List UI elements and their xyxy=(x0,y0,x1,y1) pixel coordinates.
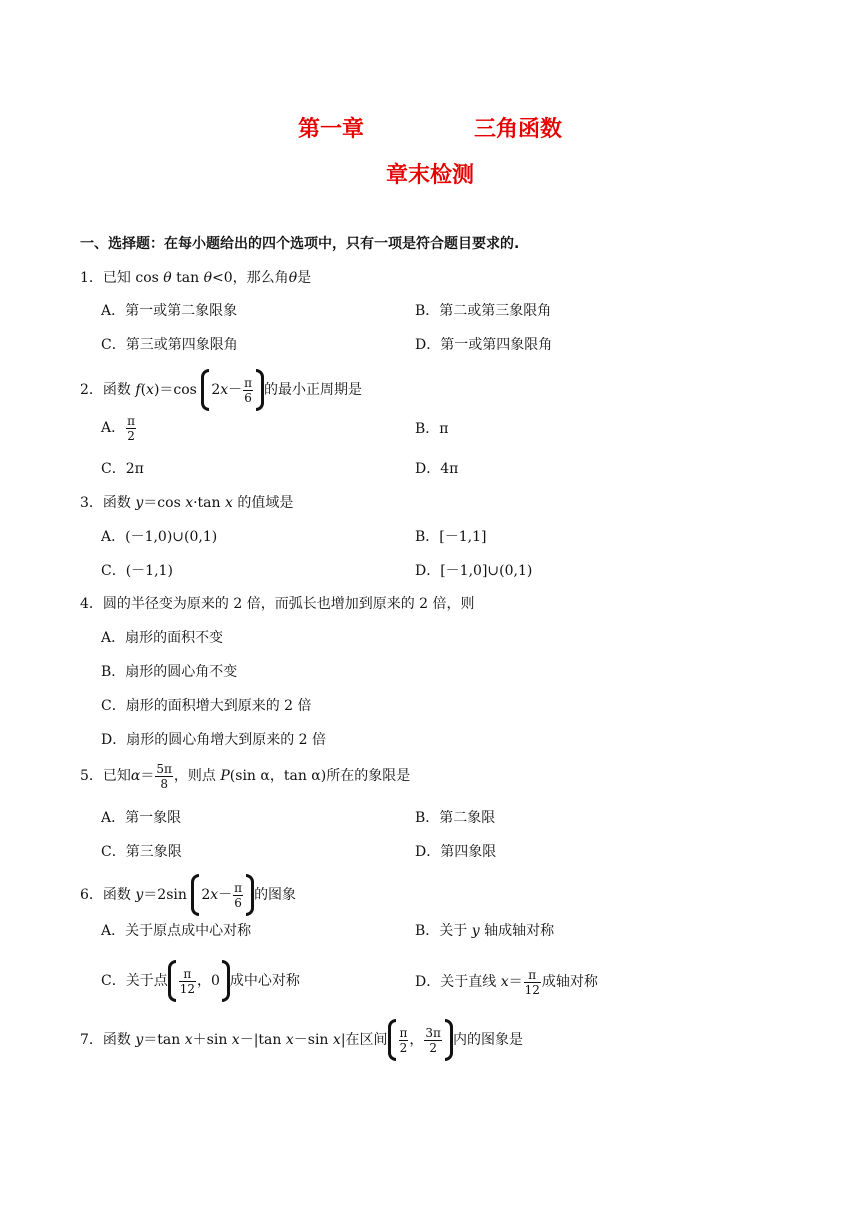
q2-option-b: B．π xyxy=(415,421,449,437)
q2-option-c: C．2π xyxy=(101,461,144,477)
q6-paren-expr: 2 x － $\frac{\pi}{6}$ xyxy=(191,873,254,917)
q1-option-c: C．第三或第四象限角 xyxy=(101,337,238,353)
section-heading: 一、选择题：在每小题给出的四个选项中，只有一项是符合题目要求的. xyxy=(80,236,520,252)
q3-option-a: A．(－1,0)∪(0,1) xyxy=(101,529,218,545)
q6-option-b: B．关于 y 轴成轴对称 xyxy=(415,923,555,939)
q2-option-a: A． $\frac{\pi}{2}$ xyxy=(101,413,136,443)
q4-option-c: C．扇形的面积增大到原来的 2 倍 xyxy=(101,698,312,714)
chapter-topic: 三角函数 xyxy=(474,117,563,142)
q4-option-d: D．扇形的圆心角增大到原来的 2 倍 xyxy=(101,732,327,748)
q5-option-c: C．第三象限 xyxy=(101,844,182,860)
question-7: 7．函数 y＝tan x＋sin x－|tan x－sin x|在区间 $\frac{\pi}{2}$ ， $\frac{3\pi}{2}$ 内的图象是 xyxy=(80,1018,523,1062)
chapter-title xyxy=(0,112,860,143)
question-5: 5．已知α＝ $\frac{5\pi}{8}$ ，则点 P(sin α，tan α)所在的象限是 xyxy=(80,761,411,791)
q5-option-d: D．第四象限 xyxy=(415,844,497,860)
q6-option-a: A．关于原点成中心对称 xyxy=(101,923,252,939)
q5-option-a: A．第一象限 xyxy=(101,810,182,826)
q3-option-c: C．(－1,1) xyxy=(101,563,173,579)
q4-option-a: A．扇形的面积不变 xyxy=(101,630,224,646)
q6-option-c: C．关于点 $\frac{\pi}{12}$ ，0 成中心对称 xyxy=(101,959,300,1003)
q3-option-b: B．[－1,1] xyxy=(415,529,487,545)
page-subtitle: 章末检测 xyxy=(385,163,474,188)
chapter-label: 第一章 xyxy=(297,117,364,142)
question-2: 2．函数 f(x)＝cos 2 x － $\frac{\pi}{6}$ 的最小正周期是 xyxy=(80,368,362,412)
q1-option-b: B．第二或第三象限角 xyxy=(415,303,552,319)
q4-option-b: B．扇形的圆心角不变 xyxy=(101,664,238,680)
question-1: 1．已知 cos θ tan θ<0，那么角θ是 xyxy=(80,270,312,286)
q1-option-a: A．第一或第二象限象 xyxy=(101,303,238,319)
q2-option-d: D．4π xyxy=(415,461,459,477)
q6-option-d: D．关于直线 x＝ $\frac{\pi}{12}$ 成轴对称 xyxy=(415,967,598,997)
q5-option-b: B．第二象限 xyxy=(415,810,496,826)
q3-option-d: D．[－1,0]∪(0,1) xyxy=(415,563,533,579)
q1-option-d: D．第一或第四象限角 xyxy=(415,337,553,353)
q2-paren-expr: 2 x － $\frac{\pi}{6}$ xyxy=(201,368,264,412)
question-6: 6．函数 y＝2sin 2 x － $\frac{\pi}{6}$ 的图象 xyxy=(80,873,296,917)
question-3: 3．函数 y＝cos x·tan x 的值域是 xyxy=(80,495,294,511)
q7-interval: $\frac{\pi}{2}$ ， $\frac{3\pi}{2}$ xyxy=(388,1018,453,1062)
question-4: 4．圆的半径变为原来的 2 倍，而弧长也增加到原来的 2 倍，则 xyxy=(80,596,475,612)
